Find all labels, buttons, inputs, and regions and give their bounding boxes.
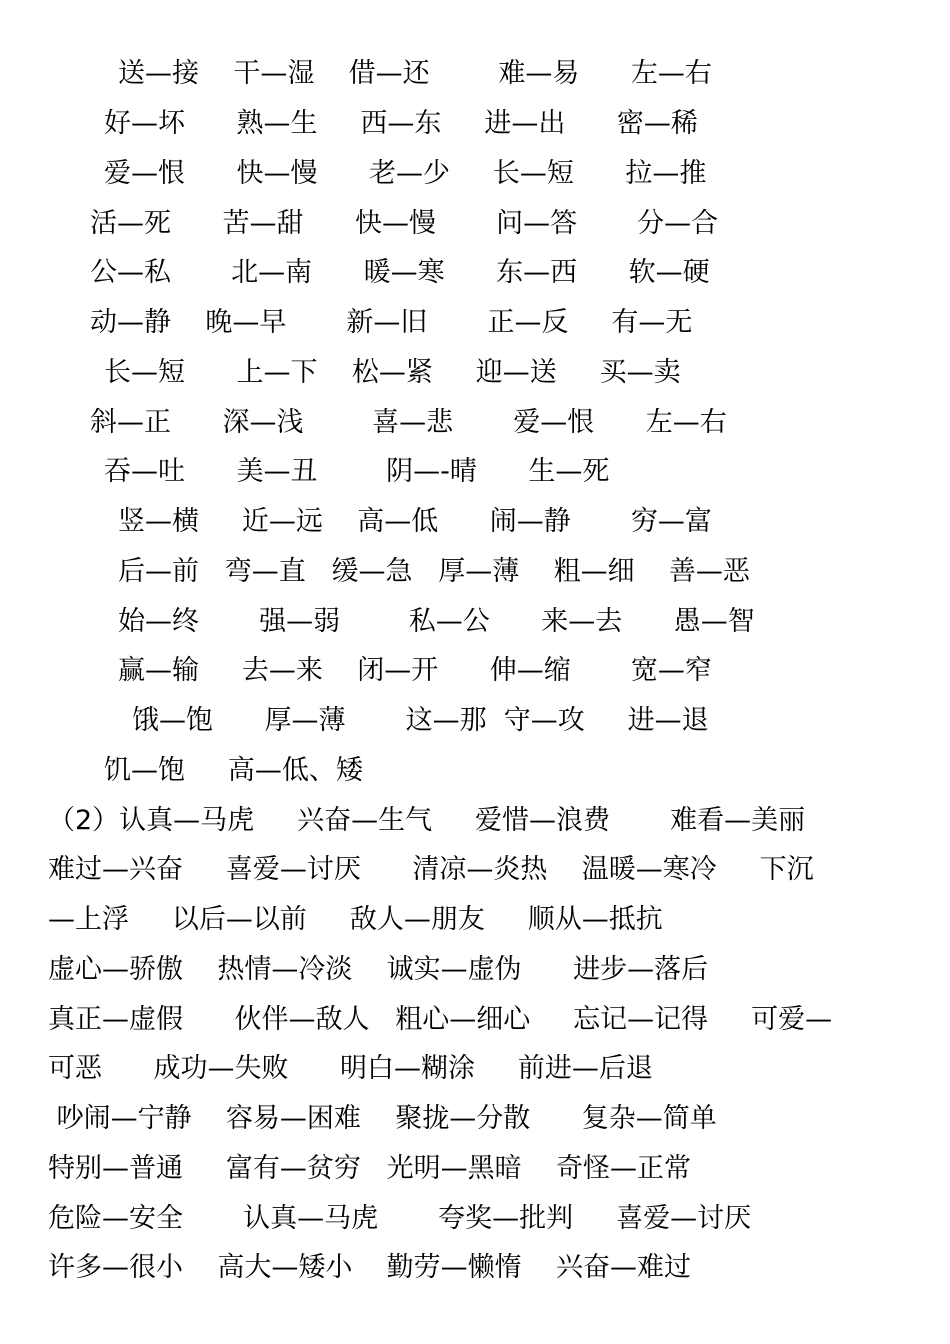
- antonym-line: —上浮 以后—以前 敌人—朋友 顺从—抵抗: [48, 904, 663, 935]
- antonym-line: 难过—兴奋 喜爱—讨厌 清凉—炎热 温暖—寒冷 下沉: [48, 854, 814, 885]
- antonym-line: 特别—普通 富有—贫穷 光明—黑暗 奇怪—正常: [48, 1153, 691, 1184]
- antonym-line: 赢—输 去—来 闭—开 伸—缩 宽—窄: [118, 655, 712, 686]
- antonym-line: 斜—正 深—浅 喜—悲 爱—恨 左—右: [90, 407, 727, 438]
- antonym-line: 竖—横 近—远 高—低 闹—静 穷—富: [118, 506, 712, 537]
- antonym-line: 吞—吐 美—丑 阴—-晴 生—死: [104, 456, 610, 487]
- antonym-line: 可恶 成功—失败 明白—糊涂 前进—后退: [48, 1053, 653, 1084]
- antonym-line: 动—静 晚—早 新—旧 正—反 有—无: [90, 307, 693, 338]
- antonym-line: 危险—安全 认真—马虎 夸奖—批判 喜爱—讨厌: [48, 1203, 752, 1234]
- antonym-line: 爱—恨 快—慢 老—少 长—短 拉—推: [104, 158, 707, 189]
- antonym-line: 饥—饱 高—低、矮: [104, 755, 363, 786]
- antonym-line: 真正—虚假 伙伴—敌人 粗心—细心 忘记—记得 可爱—: [48, 1004, 833, 1035]
- antonym-line: 饿—饱 厚—薄 这—那 守—攻 进—退: [132, 705, 709, 736]
- antonym-line: 许多—很小 高大—矮小 勤劳—懒惰 兴奋—难过: [48, 1252, 691, 1283]
- antonym-line: 送—接 干—湿 借—还 难—易 左—右: [118, 58, 712, 89]
- antonym-line: 虚心—骄傲 热情—冷淡 诚实—虚伪 进步—落后: [48, 954, 709, 985]
- antonym-line: 长—短 上—下 松—紧 迎—送 买—卖: [104, 357, 681, 388]
- antonym-line: 活—死 苦—甜 快—慢 问—答 分—合: [90, 208, 719, 239]
- antonym-line: 公—私 北—南 暖—寒 东—西 软—硬: [90, 257, 710, 288]
- antonym-line: （2）认真—马虎 兴奋—生气 爱惜—浪费 难看—美丽: [48, 805, 806, 836]
- antonym-line: 好—坏 熟—生 西—东 进—出 密—稀: [104, 108, 698, 139]
- antonym-line: 始—终 强—弱 私—公 来—去 愚—智: [118, 606, 755, 637]
- antonym-line: 吵闹—宁静 容易—困难 聚拢—分散 复杂—简单: [48, 1103, 717, 1134]
- antonym-line: 后—前 弯—直 缓—急 厚—薄 粗—细 善—恶: [118, 556, 750, 587]
